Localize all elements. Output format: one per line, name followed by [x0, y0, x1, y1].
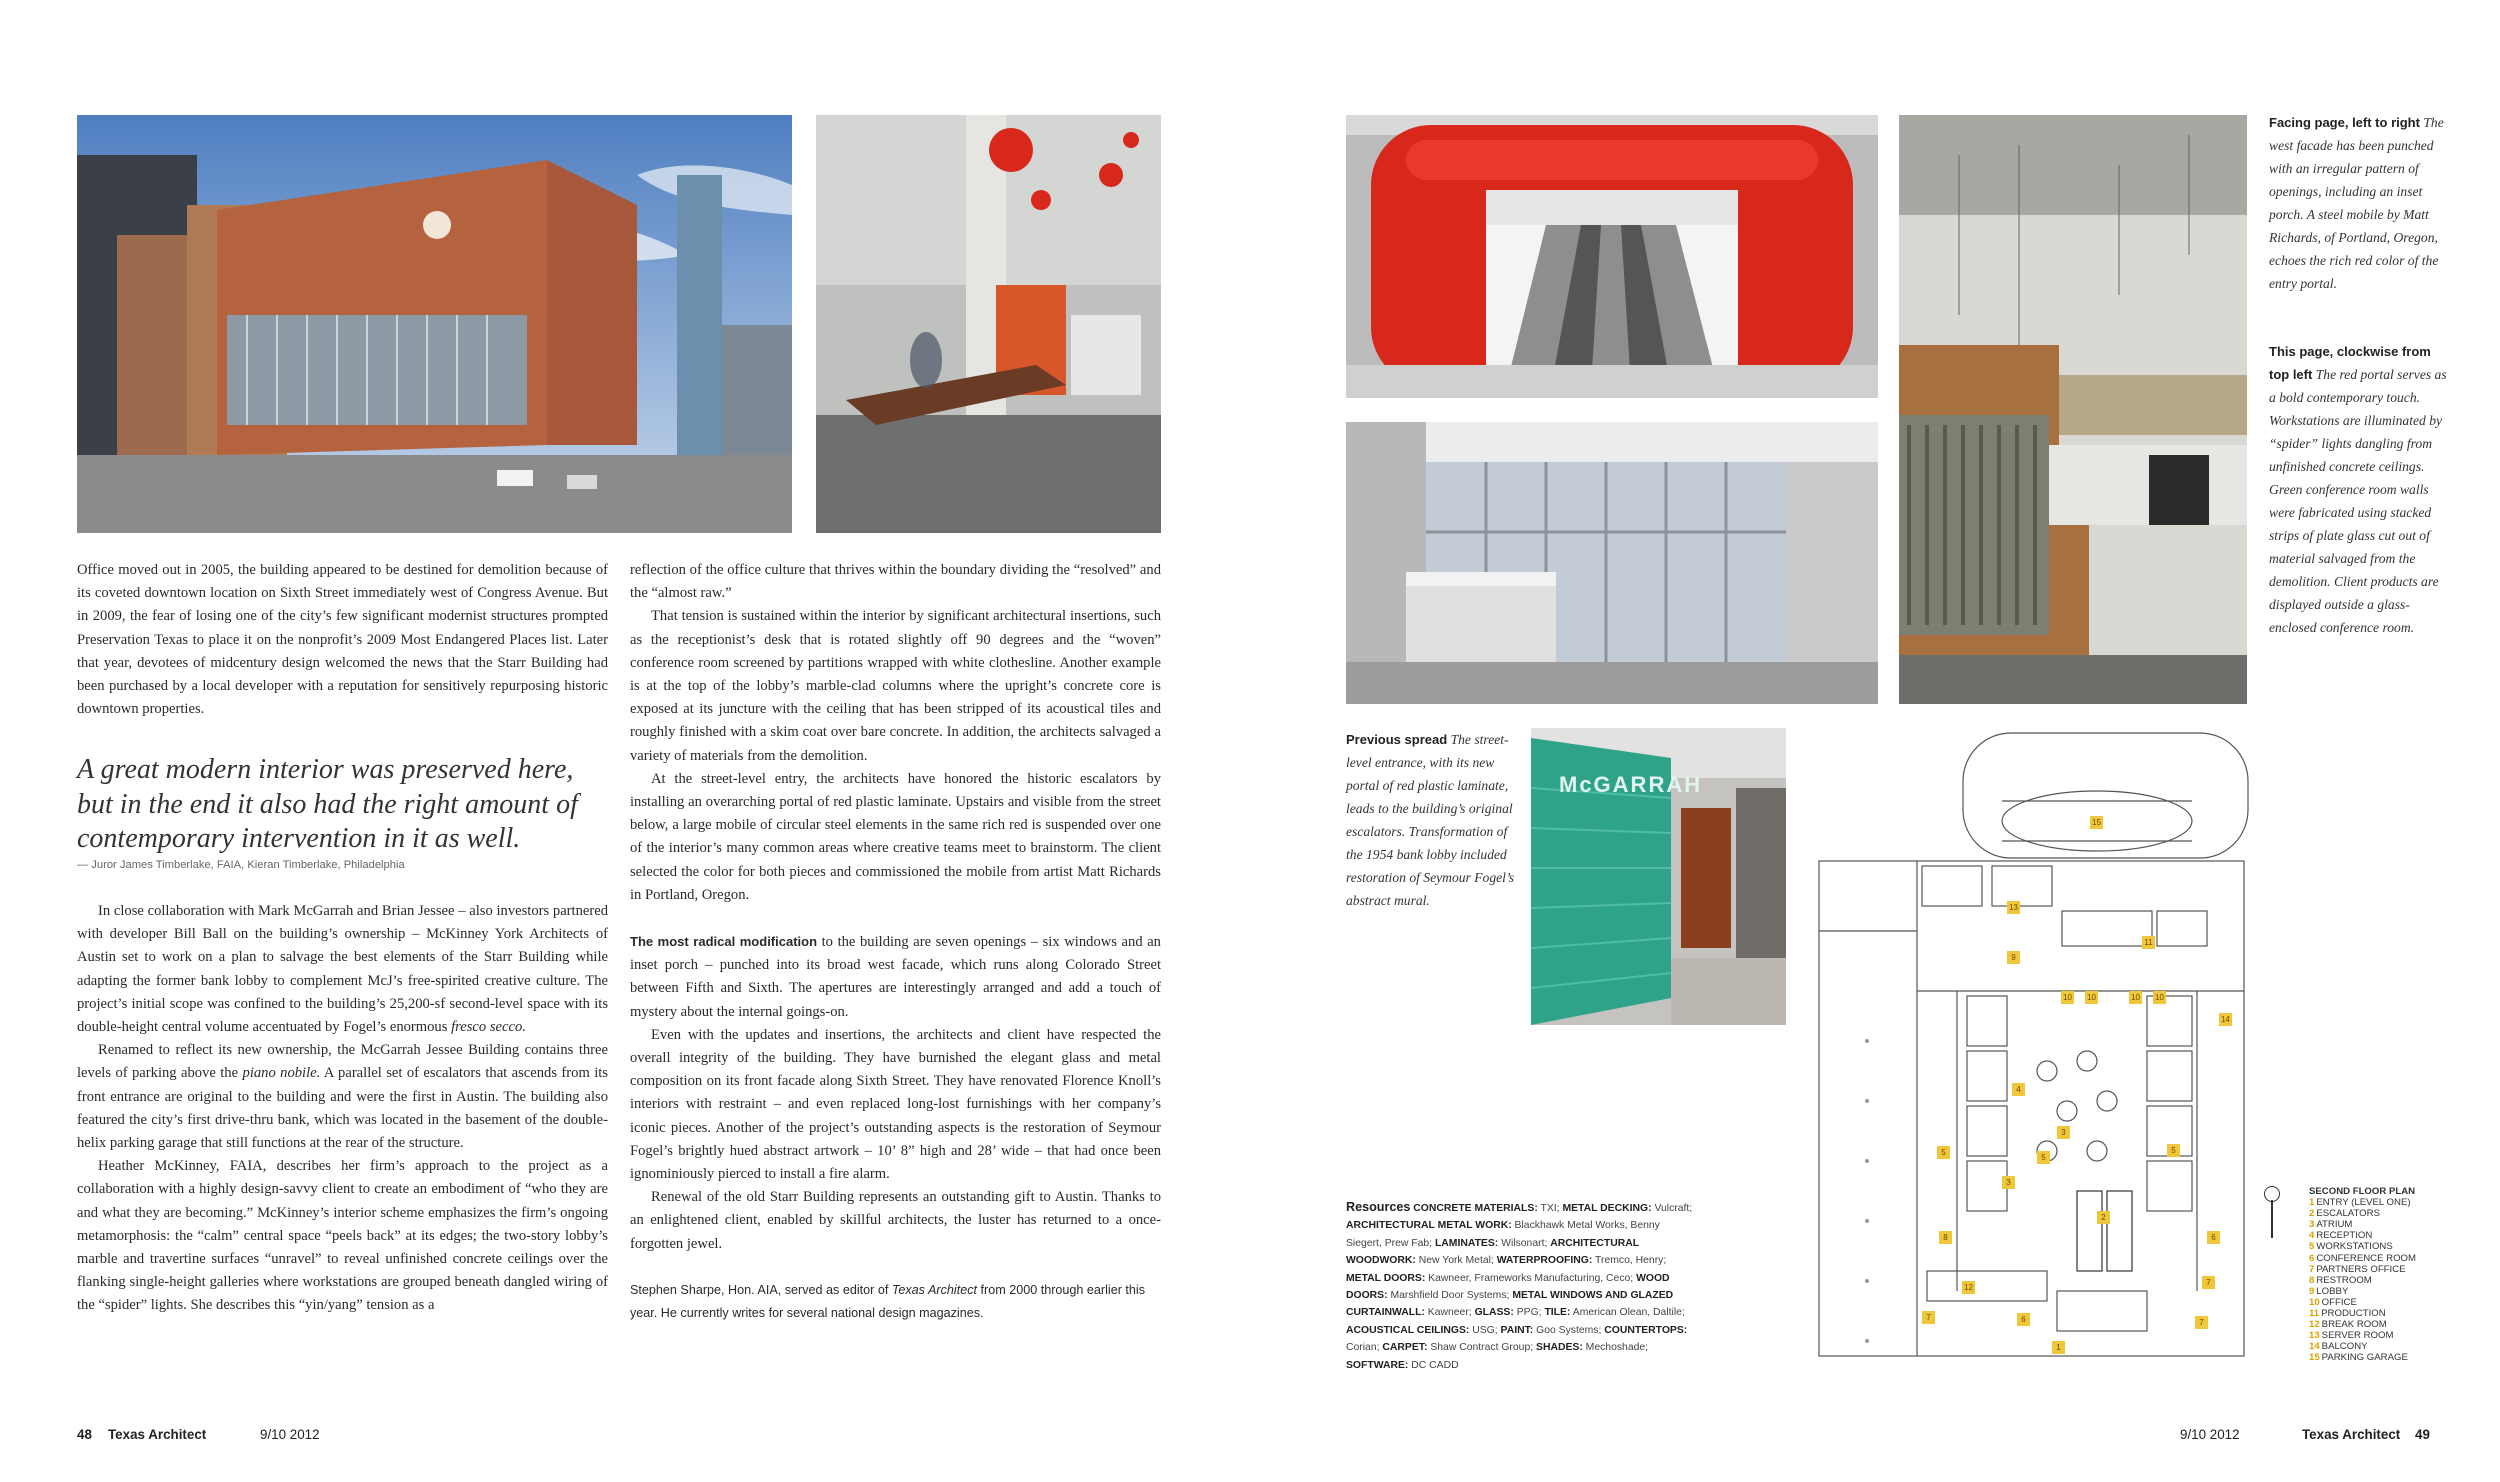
plan-label: 13: [2007, 901, 2020, 914]
issue-date-left: 9/10 2012: [260, 1427, 320, 1442]
plan-label: 10: [2129, 991, 2142, 1004]
plan-label: 5: [1937, 1146, 1950, 1159]
plan-label: 2: [2097, 1211, 2110, 1224]
red-portal-photo: [1346, 115, 1878, 398]
plan-label: 6: [2207, 1231, 2220, 1244]
author-bio: Stephen Sharpe, Hon. AIA, served as editor of Texas Architect from 2000 through earlier this year. He currently writes for several national design magazines.: [630, 1282, 1146, 1320]
legend-item: 2 ESCALATORS: [2309, 1208, 2380, 1220]
plan-label: 14: [2219, 1013, 2232, 1026]
plan-label: 3: [2002, 1176, 2015, 1189]
plan-label: 7: [2195, 1316, 2208, 1329]
article-column-1: [77, 559, 608, 721]
plan-label: 10: [2153, 991, 2166, 1004]
legend-item: 6 CONFERENCE ROOM: [2309, 1252, 2417, 1264]
plan-label: 7: [2202, 1276, 2215, 1289]
plan-label: 6: [2017, 1313, 2030, 1326]
article-column-1-continued: [77, 900, 608, 1318]
legend-item: 5 WORKSTATIONS: [2309, 1241, 2393, 1253]
lobby-sign-text: McGARRAH: [1559, 772, 1703, 797]
page-number-right: 49: [2415, 1427, 2430, 1442]
pull-quote: A great modern interior was preserved here, but in the end it also had the right amount of contemporary intervention in it as well.: [77, 754, 578, 854]
plan-label: 5: [2037, 1151, 2050, 1164]
legend-item: 14 BALCONY: [2309, 1341, 2368, 1353]
magazine-name-right: Texas Architect: [2302, 1427, 2401, 1442]
legend-item: 11 PRODUCTION: [2309, 1308, 2386, 1320]
interior-mobile-photo: [816, 115, 1161, 533]
paragraph: The most radical modification to the building are seven openings – six windows and an inset porch – punched into its broad west facade, which runs along Colorado Street between Fifth and Sixth. The apertures are interestingly arranged and add a touch of mystery about the internal goings-on.: [630, 934, 1161, 1020]
paragraph: Heather McKinney, FAIA, describes her firm’s approach to the project as a collaboration with a highly design-savvy client to create an embodiment of “who they are and what they are becoming.” McKinney’s interior scheme emphasizes the firm’s ongoing metamorphosis: the “calm” central space “peels back” at its edges; the two-story lobby’s marble and travertine surfaces “unravel” to reveal unfinished concrete ceilings over the flanking single-height galleries where workstations are grouped beneath dangled wiring of the “spider” lights. She describes this “yin/yang” tension as a: [77, 1158, 608, 1314]
caption-this-page: This page, clockwise from top left The red portal serves as a bold contemporary touch. Workstations are illuminated by “spider” lights dangling from unfinished concrete ceilings. Green conference room walls were fabricated using stacked strips of plate glass cut out of material salvaged from the demolition. Client products are displayed outside a glass-enclosed conference room.: [2269, 344, 2447, 635]
pull-quote-attribution: — Juror James Timberlake, FAIA, Kieran Timberlake, Philadelphia: [77, 859, 405, 871]
legend-item: 13 SERVER ROOM: [2309, 1330, 2394, 1342]
plan-legend-title: SECOND FLOOR PLAN: [2309, 1186, 2416, 1197]
plan-label: 3: [2057, 1126, 2070, 1139]
second-floor-plan: [1817, 731, 2250, 1361]
plan-label: 5: [2167, 1144, 2180, 1157]
page-number-left: 48: [77, 1427, 92, 1442]
paragraph: Office moved out in 2005, the building appeared to be destined for demolition because of its coveted downtown location on Sixth Street immediately west of Congress Avenue. But in 2009, the fear of losing one of the city’s few significant modernist structures prompted Preservation Texas to place it on the nonprofit’s 2009 Most Endangered Places list. Later that year, devotees of midcentury design welcomed the news that the Starr Building had been purchased by a local developer with a reputation for sensitively repurposing historic downtown properties.: [77, 562, 608, 718]
plan-label: 7: [1922, 1311, 1935, 1324]
plan-label: 10: [2061, 991, 2074, 1004]
magazine-name-left: Texas Architect: [108, 1427, 207, 1442]
paragraph: reflection of the office culture that thrives within the boundary dividing the “resolved” and the “almost raw.”: [630, 562, 1161, 602]
legend-item: 7 PARTNERS OFFICE: [2309, 1263, 2406, 1275]
issue-date-right: 9/10 2012: [2180, 1427, 2240, 1442]
subhead-lead: The most radical modification: [630, 934, 818, 950]
paragraph: In close collaboration with Mark McGarrah and Brian Jessee – also investors partnered with developer Bill Ball on the building’s ownership – McKinney York Architects of Austin set to work on a plan to salvage the best elements of the Starr Building while adapting the former bank lobby to complement McJ’s free-spirited creative culture. The project’s initial scope was confined to the building’s 25,200-sf second-level space with its double-height central volume accentuated by Fogel’s enormous fresco secco.: [77, 903, 608, 1036]
paragraph: That tension is sustained within the interior by significant architectural insertions, such as the receptionist’s desk that is rotated slightly off 90 degrees and the “woven” conference room screened by partitions wrapped with white clothesline. Another example is at the top of the lobby’s marble-clad columns where the upright’s concrete core is exposed at its juncture with the ceiling that has been stripped of its acoustical tiles and roughly finished with a skim coat over bare concrete. In addition, the architects salvaged a variety of materials from the demolition.: [630, 608, 1161, 764]
legend-item: 3 ATRIUM: [2309, 1219, 2353, 1231]
plan-label: 9: [2007, 951, 2020, 964]
article-column-2: [630, 559, 1161, 1325]
resources-title: Resources: [1346, 1200, 1411, 1214]
paragraph: Renewal of the old Starr Building represents an outstanding gift to Austin. Thanks to an enlightened client, enabled by skillful architects, the luster has returned to a once-forgotten jewel.: [630, 1189, 1161, 1252]
plan-label: 15: [2090, 816, 2103, 829]
paragraph: Renamed to reflect its new ownership, the McGarrah Jessee Building contains three levels of parking above the piano nobile. A parallel set of escalators that ascends from its front entrance are original to the building and were the first in Austin. The building also featured the city’s first drive-thru bank, which was located in the basement of the double-helix parking garage that still functions at the rear of the structure.: [77, 1042, 608, 1152]
paragraph: Even with the updates and insertions, the architects and client have respected the overall integrity of the building. They have burnished the elegant glass and metal composition on its front facade along Sixth Street. They have renovated Florence Knoll’s interiors with restraint – and even replaced long-lost furnishings with her company’s iconic pieces. Another of the project’s outstanding aspects is the restoration of Seymour Fogel’s brightly hued abstract artwork – 10’ 8” high and 28’ wide – that had once been ignominiously pierced to install a fire alarm.: [630, 1026, 1161, 1183]
north-arrow-line: [2271, 1200, 2273, 1238]
paragraph: At the street-level entry, the architects have honored the historic escalators by installing an overarching portal of red plastic laminate. Upstairs and visible from the street below, a large mobile of circular steel elements in the same rich red is suspended over one of the interior’s many common areas where creative teams meet to brainstorm. The client selected the color for both pieces and commissioned the mobile from artist Matt Richards in Portland, Oregon.: [630, 770, 1161, 903]
conference-room-photo: [1346, 422, 1878, 704]
caption-previous-spread: Previous spread The street-level entrance, with its new portal of red plastic laminate, leads to the building’s original escalators. Transformation of the 1954 bank lobby included restoration of Seymour Fogel’s abstract mural.: [1346, 732, 1515, 908]
plan-label: 4: [2012, 1083, 2025, 1096]
plan-label: 8: [1939, 1231, 1952, 1244]
plan-label: 1: [2052, 1341, 2065, 1354]
legend-item: 9 LOBBY: [2309, 1285, 2349, 1297]
plan-label: 10: [2085, 991, 2098, 1004]
legend-item: 10 OFFICE: [2309, 1296, 2357, 1308]
legend-item: 4 RECEPTION: [2309, 1230, 2373, 1242]
building-exterior-photo: [77, 115, 792, 533]
green-wall-lobby-photo: [1531, 728, 1786, 1025]
resources-list: Resources CONCRETE MATERIALS: TXI; METAL DECKING: Vulcraft; ARCHITECTURAL METAL WORK: Blackhawk Metal Works, Benny Siegert, Prew Fab; LAMINATES: Wilsonart; ARCHITECTURAL WOODWORK: New York Metal; WATERPROOFING: Tremco, Henry; METAL DOORS: Kawneer, Frameworks Manufacturing, Ceco; WOOD DOORS: Marshfield Door Systems; METAL WINDOWS AND GLAZED CURTAINWALL: Kawneer; GLASS: PPG; TILE: American Olean, Daltile; ACOUSTICAL CEILINGS: USG; PAINT: Goo Systems; COUNTERTOPS: Corian; CARPET: Shaw Contract Group; SHADES: Mechoshade; SOFTWARE: DC CADD: [1346, 1200, 1693, 1371]
legend-item: 1 ENTRY (LEVEL ONE): [2309, 1197, 2411, 1209]
legend-item: 12 BREAK ROOM: [2309, 1319, 2387, 1331]
legend-item: 15 PARKING GARAGE: [2309, 1352, 2408, 1364]
plan-label: 11: [2142, 936, 2155, 949]
plan-legend: [2309, 1186, 2499, 1364]
legend-item: 8 RESTROOM: [2309, 1274, 2372, 1286]
workstations-photo: [1899, 115, 2247, 704]
plan-label: 12: [1962, 1281, 1975, 1294]
caption-facing-page: Facing page, left to right The west facade has been punched with an irregular pattern of openings, including an inset porch. A steel mobile by Matt Richards, of Portland, Oregon, echoes the rich red color of the entry portal.: [2269, 115, 2444, 291]
